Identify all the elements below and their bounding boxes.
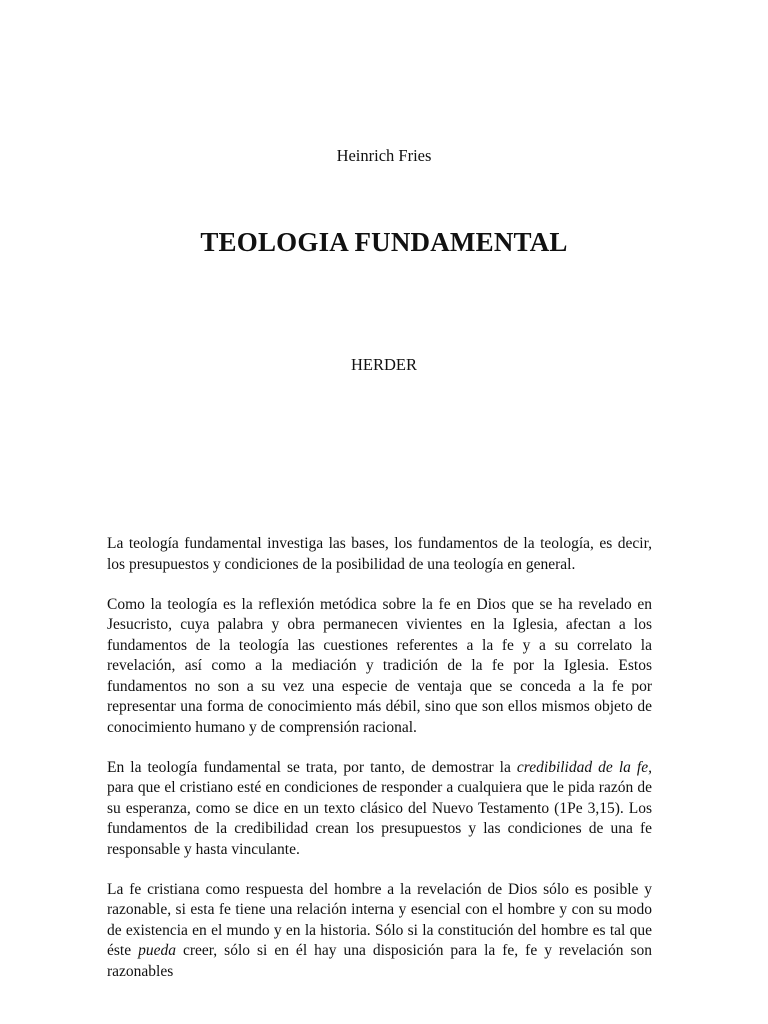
author-name: Heinrich Fries <box>336 146 432 165</box>
paragraph: En la teología fundamental se trata, por tanto, de demostrar la credibilidad de la fe, para que el cristiano esté en condiciones de responder a cualquiera que le pida razón de su esperanza, como se dice en un texto clásico del Nuevo Testamento (1Pe 3,15). Los fundamentos de la credibilidad crean los presupuestos y las condiciones de una fe responsable y hasta vinculante. <box>107 758 652 858</box>
publisher-name: HERDER <box>351 355 417 374</box>
body-text <box>107 534 652 982</box>
paragraph: La teología fundamental investiga las bases, los fundamentos de la teología, es decir, los presupuestos y condiciones de la posibilidad de una teología en general. <box>107 535 652 573</box>
book-title: TEOLOGIA FUNDAMENTAL <box>200 227 568 257</box>
emphasis-text: credibilidad de la fe, <box>516 758 652 776</box>
emphasis-text: pueda <box>138 942 176 959</box>
paragraph: La fe cristiana como respuesta del hombre a la revelación de Dios sólo es posible y razonable, si esta fe tiene una relación interna y esencial con el hombre y con su modo de existencia en el mundo y en la historia. Sólo si la constitución del hombre es tal que éste pueda creer, sólo si en él hay una disposición para la fe, fe y revelación son razonables <box>107 880 652 980</box>
paragraph: Como la teología es la reflexión metódica sobre la fe en Dios que se ha revelado en Jesucristo, cuya palabra y obra permanecen vivientes en la Iglesia, afectan a los fundamentos de la teología las cuestiones referentes a la fe y a su correlato la revelación, así como a la mediación y tradición de la fe por la Iglesia. Estos fundamentos no son a su vez una especie de ventaja que se conceda a la fe por representar una forma de conocimiento más débil, sino que son ellos mismos objeto de conocimiento humano y de comprensión racional. <box>107 595 652 736</box>
